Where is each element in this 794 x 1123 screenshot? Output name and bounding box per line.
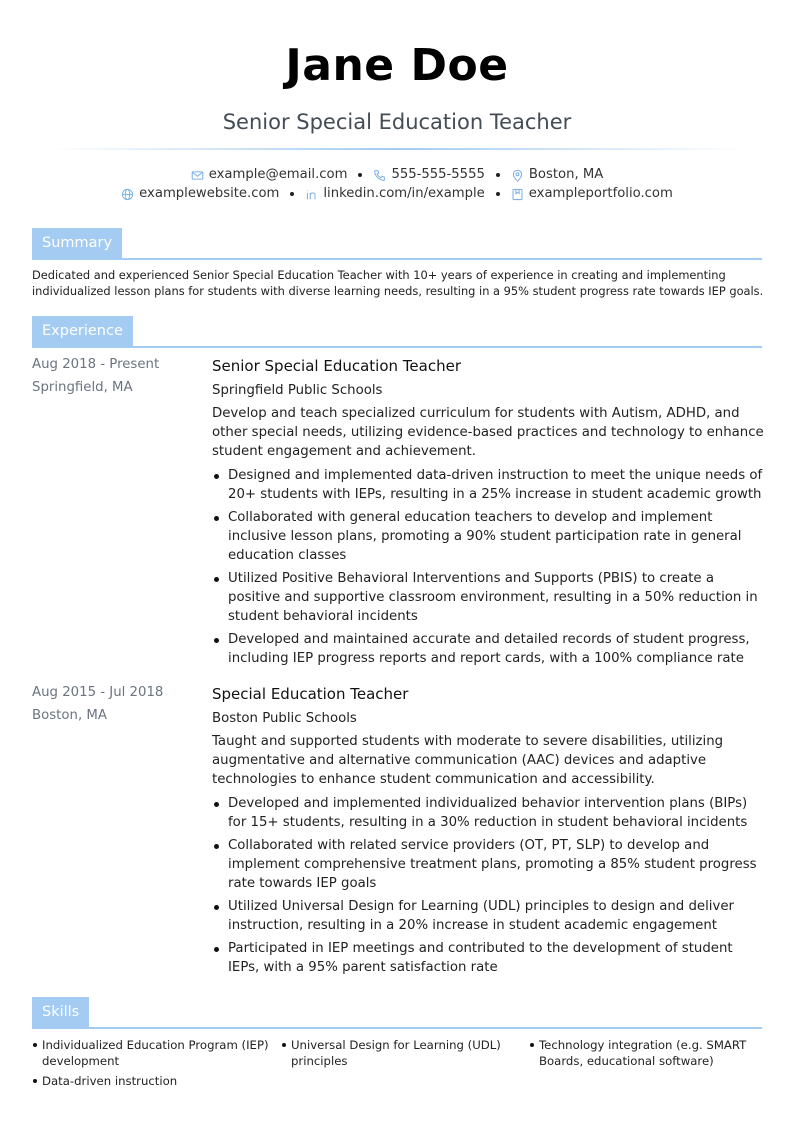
contact-row-2: [0, 184, 794, 204]
job-bullet-text: Utilized Universal Design for Learning (UDL) principles to design and deliver instruction, resulting in a 20% increase in student academic engagement: [228, 899, 734, 933]
skill-item: [529, 1037, 775, 1069]
contact-linkedin[interactable]: [305, 184, 484, 204]
section-header-experience: [32, 316, 762, 348]
contact-location: [511, 165, 603, 185]
phone-icon: [373, 169, 386, 182]
contact-separator: [290, 192, 294, 196]
job-company: Springfield Public Schools: [212, 383, 383, 398]
job-bullet: [212, 630, 764, 668]
globe-icon: [121, 188, 134, 201]
contact-linkedin-text: linkedin.com/in/example: [323, 186, 485, 201]
bullet-dot: [33, 1043, 37, 1047]
contact-row-1: [0, 165, 794, 185]
job-bullet: [212, 508, 764, 565]
job-bullets: [212, 794, 764, 981]
bullet-dot: [33, 1079, 37, 1083]
section-rule: [32, 1027, 762, 1029]
section-title-summary: Summary: [32, 228, 122, 258]
job-bullet-text: Developed and implemented individualized behavior intervention plans (BIPs) for 15+ students, resulting in a 30% reduction in student behavioral incidents: [228, 796, 748, 830]
section-title-skills: Skills: [32, 997, 89, 1027]
bullet-dot: [214, 474, 219, 479]
bullet-dot: [214, 947, 219, 952]
skill-text: Universal Design for Learning (UDL) principles: [291, 1038, 501, 1068]
contact-website[interactable]: [121, 184, 279, 204]
job-location: Boston, MA: [32, 708, 107, 723]
bullet-dot: [214, 844, 219, 849]
section-header-skills: [32, 997, 762, 1029]
bullet-dot: [530, 1043, 534, 1047]
email-icon: [191, 169, 204, 182]
skill-item: [32, 1073, 278, 1089]
section-header-summary: [32, 228, 762, 260]
job-bullet-text: Developed and maintained accurate and detailed records of student progress, including IEP progress reports and report cards, with a 100% compliance rate: [228, 632, 750, 666]
bullet-dot: [214, 516, 219, 521]
portfolio-icon: [511, 188, 524, 201]
location-pin-icon: [511, 169, 524, 182]
contact-portfolio-text: exampleportfolio.com: [528, 186, 673, 201]
section-rule: [32, 258, 762, 260]
job-bullet: [212, 897, 764, 935]
skill-text: Individualized Education Program (IEP) development: [42, 1038, 269, 1068]
job-location: Springfield, MA: [32, 380, 133, 395]
candidate-title: Senior Special Education Teacher: [222, 110, 572, 134]
bullet-dot: [214, 638, 219, 643]
job-title: Senior Special Education Teacher: [212, 357, 461, 375]
section-rule: [32, 346, 762, 348]
contact-portfolio[interactable]: [511, 184, 673, 204]
job-bullet: [212, 794, 764, 832]
contact-separator: [496, 173, 500, 177]
job-description: Taught and supported students with moderate to severe disabilities, utilizing augmentative and alternative communication (AAC) devices and adaptive technologies to enhance student communication and accessibility.: [212, 734, 724, 787]
linkedin-icon: [305, 188, 318, 201]
skill-item: [281, 1037, 527, 1069]
title-divider: [48, 148, 746, 150]
skill-item: [32, 1037, 278, 1069]
job-company: Boston Public Schools: [212, 711, 357, 726]
job-bullet-text: Collaborated with related service providers (OT, PT, SLP) to develop and implement comprehensive treatment plans, promoting a 85% student progress rate towards IEP goals: [228, 838, 757, 891]
job-bullet: [212, 939, 764, 977]
job-bullet-text: Utilized Positive Behavioral Interventions and Supports (PBIS) to create a positive and supportive classroom environment, resulting in a 50% reduction in student behavioral incidents: [228, 571, 758, 624]
bullet-dot: [214, 577, 219, 582]
job-bullets: [212, 466, 764, 672]
job-bullet-text: Designed and implemented data-driven instruction to meet the unique needs of 20+ students with IEPs, resulting in a 25% increase in student academic growth: [228, 468, 763, 502]
contact-website-text: examplewebsite.com: [139, 186, 280, 201]
bullet-dot: [282, 1043, 286, 1047]
contact-phone-text: 555-555-5555: [391, 167, 485, 182]
job-bullet: [212, 836, 764, 893]
contact-email-text: example@email.com: [208, 167, 348, 182]
bullet-dot: [214, 905, 219, 910]
contact-separator: [358, 173, 362, 177]
skill-text: Data-driven instruction: [42, 1074, 178, 1088]
job-title: Special Education Teacher: [212, 685, 409, 703]
job-dates: Aug 2015 - Jul 2018: [32, 685, 164, 700]
job-bullet: [212, 569, 764, 626]
contact-location-text: Boston, MA: [528, 167, 604, 182]
skill-text: Technology integration (e.g. SMART Boards, educational software): [539, 1038, 747, 1068]
candidate-name: Jane Doe: [285, 40, 509, 91]
summary-text: Dedicated and experienced Senior Special Education Teacher with 10+ years of experience in creating and implementing individualized lesson plans for students with diverse learning needs, resulting in a 95% student progress rate towards IEP goals.: [32, 268, 764, 298]
contact-separator: [496, 192, 500, 196]
job-bullet-text: Participated in IEP meetings and contributed to the development of student IEPs, with a 95% parent satisfaction rate: [228, 941, 733, 975]
job-bullet-text: Collaborated with general education teachers to develop and implement inclusive lesson plans, promoting a 90% student participation rate in general education classes: [228, 510, 742, 563]
section-title-experience: Experience: [32, 316, 133, 346]
contact-phone[interactable]: [373, 165, 484, 185]
job-dates: Aug 2018 - Present: [32, 357, 160, 372]
job-bullet: [212, 466, 764, 504]
bullet-dot: [214, 802, 219, 807]
contact-email[interactable]: [191, 165, 348, 185]
job-description: Develop and teach specialized curriculum for students with Autism, ADHD, and other special needs, utilizing evidence-based practices and technology to enhance student engagement and achievement.: [212, 406, 764, 459]
